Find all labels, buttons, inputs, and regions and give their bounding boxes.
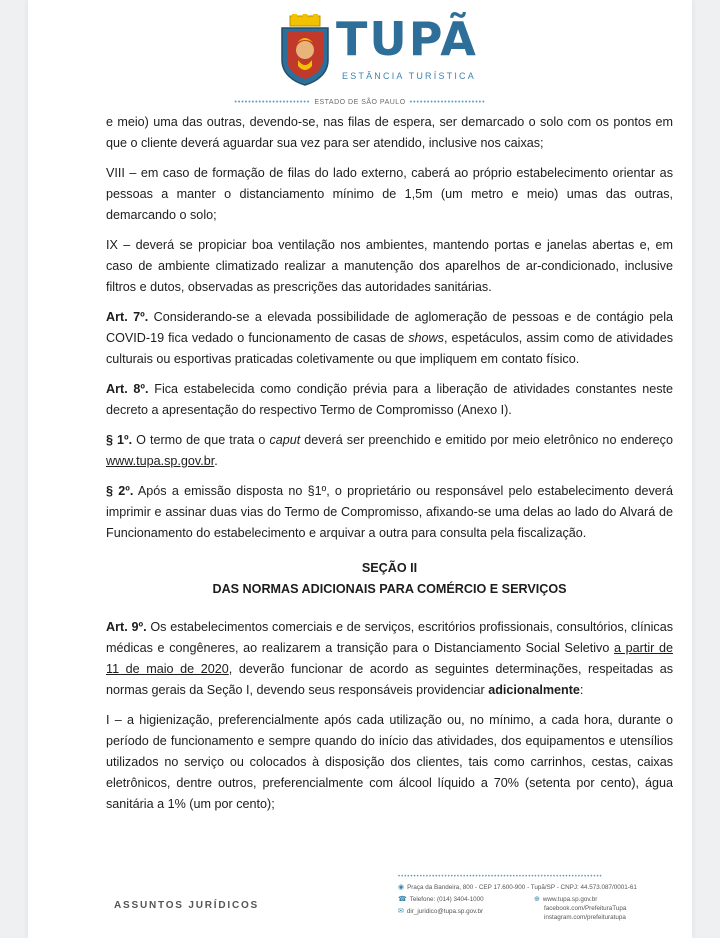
article-9 (106, 617, 673, 701)
article-text: , espetáculos, assim como de atividades culturais ou esportivas praticadas coletivamente ou que impliquem em contato físico. (106, 331, 674, 366)
section-subtitle: DAS NORMAS ADICIONAIS PARA COMÉRCIO E SERVIÇOS (212, 582, 567, 596)
article-text: Fica estabelecida como condição prévia para a liberação de atividades constantes neste decreto a apresentação do respectivo Termo de Compromisso (Anexo I). (106, 382, 673, 417)
italic-term: shows (408, 331, 444, 345)
paragraph-i: I – a higienização, preferencialmente após cada utilização ou, no mínimo, a cada hora, durante o período de funcionamento e sempre quando do início das atividades, dos equipamentos e utensílios utilizados no serviço ou colocados à disposição dos clientes, tais como carrinhos, cestas, caixas eletrônicos, dentre outros, preferencialmente com álcool líquido a 70% (setenta por cento), água sanitária a 1% (um por cento); (106, 713, 673, 811)
state-label: ESTADO DE SÃO PAULO (314, 99, 406, 106)
website-line[interactable] (534, 895, 597, 904)
paragraph-label: § 2º. (106, 484, 134, 498)
email-icon: ✉ (398, 908, 404, 915)
dotted-rule-left: •••••••••••••••••••••• (234, 99, 311, 106)
logo-title: TUPÃ (336, 12, 478, 66)
punctuation: . (214, 454, 218, 468)
punctuation: : (579, 683, 584, 697)
paragraph: e meio) uma das outras, devendo-se, nas filas de espera, ser demarcado o solo com os pontos em que o cliente deverá aguardar sua vez para ser atendido, inclusive nos caixas; (106, 115, 673, 150)
document-body (106, 112, 673, 824)
article-label: Art. 8º. (106, 382, 149, 396)
paragraph-1 (106, 430, 673, 472)
article-8 (106, 379, 673, 421)
paragraph-text: O termo de que trata o (132, 433, 270, 447)
instagram-line[interactable]: instagram.com/prefeituratupa (544, 914, 626, 921)
paragraph-text: Após a emissão disposta no §1º, o proprietário ou responsável pelo estabelecimento deverá imprimir e assinar duas vias do Termo de Compromisso, afixando-se uma delas ao lado do Alvará de Funcionamento do estabelecimento e arquivar a outra para consulta pela fiscalização. (106, 484, 673, 540)
article-text: Os estabelecimentos comerciais e de serviços, escritórios profissionais, consultórios, clínicas médicas e congêneres, ao realizarem a transição para o Distanciamento Social Seletivo (106, 620, 673, 655)
article-label: Art. 9º. (106, 620, 147, 634)
underlined-date: a partir de 11 de maio de 2020 (106, 641, 673, 676)
section-heading (106, 558, 673, 600)
bold-term: adicionalmente (488, 683, 580, 697)
coat-of-arms-icon (278, 14, 332, 86)
phone-icon: ☎ (398, 896, 407, 903)
dotted-rule-right: •••••••••••••••••••••• (409, 99, 486, 106)
article-label: Art. 7º. (106, 310, 149, 324)
phone-text: Telefone: (014) 3404-1000 (409, 896, 484, 903)
italic-term: caput (269, 433, 301, 447)
article-7 (106, 307, 673, 370)
website-link[interactable]: www.tupa.sp.gov.br (106, 454, 215, 468)
article-text: Considerando-se a elevada possibilidade de aglomeração de pessoas e de contágio pela COVID-19 fica vedado o funcionamento de casas de (106, 310, 674, 345)
section-title: SEÇÃO II (361, 561, 418, 575)
paragraph-text: deverá ser preenchido e emitido por meio eletrônico no endereço (300, 433, 673, 447)
address-line (398, 883, 637, 892)
globe-icon: ⊕ (534, 896, 540, 903)
article-text: , deverão funcionar de acordo as seguintes determinações, respeitadas as normas gerais da Seção I, devendo seus responsáveis providenciar (106, 662, 674, 697)
paragraph-ix: IX – deverá se propiciar boa ventilação nos ambientes, mantendo portas e janelas abertas e, em caso de ambiente climatizado realizar a manutenção dos aparelhos de ar-condicionado, inclusive filtros e dutos, observadas as prescrições das autoridades sanitárias. (106, 238, 673, 294)
email-line[interactable] (398, 907, 483, 916)
paragraph-2 (106, 481, 673, 544)
document-page (28, 0, 692, 938)
footer (28, 866, 692, 938)
footer-dotted-rule: •••••••••••••••••••••••••••••••••••••••••••••••••••••••••••••••••• (398, 874, 603, 880)
email-text: dir_juridico@tupa.sp.gov.br (406, 908, 484, 915)
facebook-line[interactable]: facebook.com/PrefeituraTupa (544, 905, 627, 912)
paragraph-viii: VIII – em caso de formação de filas do lado externo, caberá ao próprio estabelecimento orientar as pessoas a manter o distanciamento mínimo de 1,5m (um metro e meio) umas das outras, demarcando o solo; (106, 166, 673, 222)
logo-subtitle: ESTÂNCIA TURÍSTICA (342, 71, 476, 81)
address-text: Praça da Bandeira, 800 - CEP 17.600-900 - Tupã/SP - CNPJ: 44.573.087/0001-61 (407, 884, 637, 891)
state-line (28, 99, 692, 106)
website-text: www.tupa.sp.gov.br (542, 896, 598, 903)
phone-line (398, 895, 484, 904)
letterhead (28, 0, 692, 112)
location-pin-icon: ◉ (398, 884, 405, 891)
paragraph-label: § 1º. (106, 433, 133, 447)
department-label: ASSUNTOS JURÍDICOS (114, 900, 260, 911)
